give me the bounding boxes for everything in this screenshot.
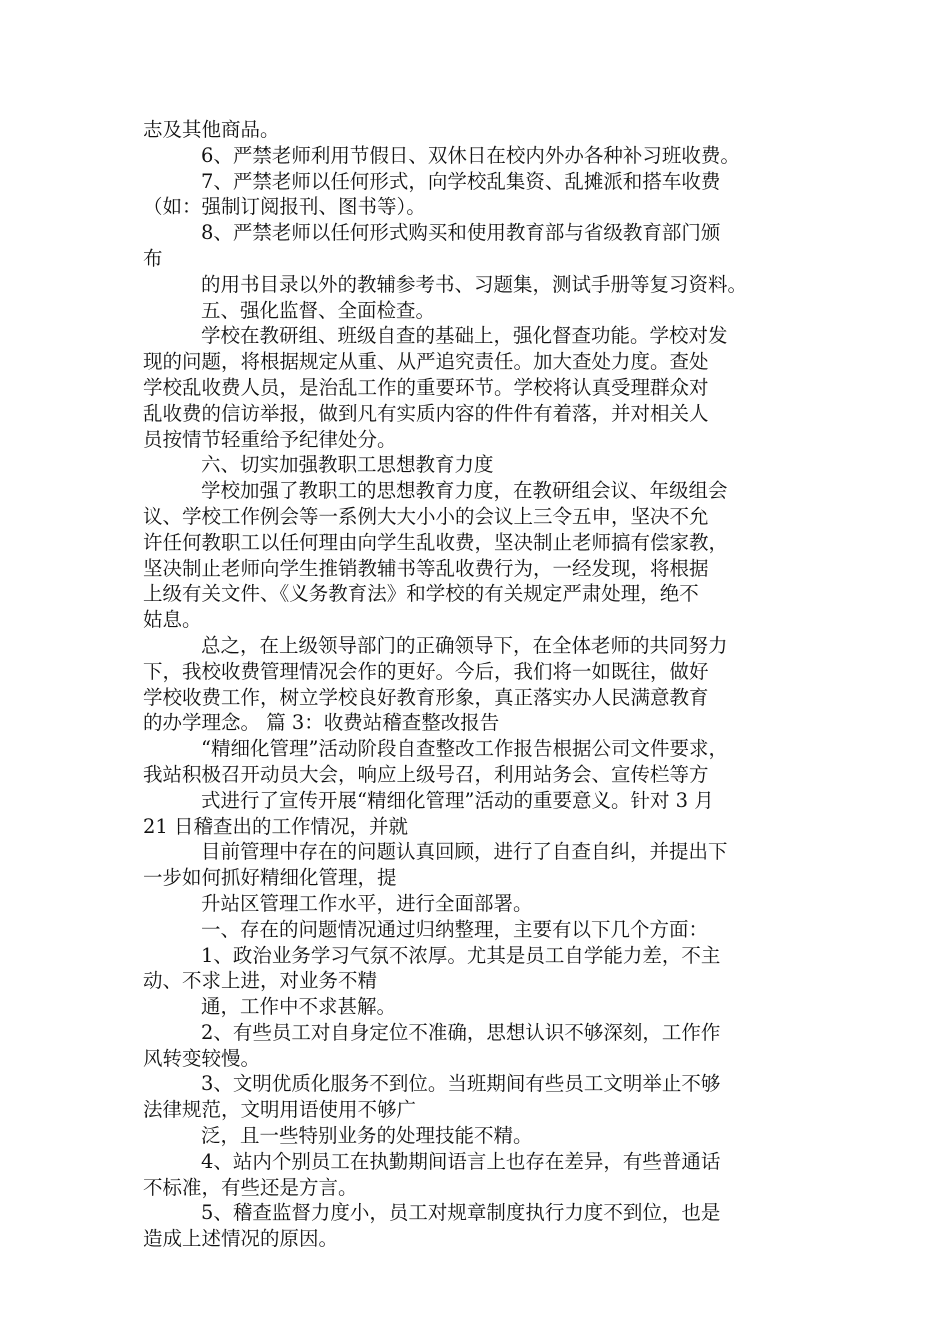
text-line: 坚决制止老师向学生推销教辅书等乱收费行为，一经发现，将根据 [143, 556, 709, 580]
text-line: 目前管理中存在的问题认真回顾，进行了自查自纠，并提出下 [201, 840, 728, 864]
text-line: 8、严禁老师以任何形式购买和使用教育部与省级教育部门颁 [201, 221, 721, 245]
text-line: “精细化管理”活动阶段自查整改工作报告根据公司文件要求， [201, 737, 728, 761]
text-line: 学校在教研组、班级自查的基础上，强化督查功能。学校对发 [201, 324, 728, 348]
text-line: 4、站内个别员工在执勤期间语言上也存在差异，有些普通话 [201, 1149, 721, 1173]
text-line: 六、切实加强教职工思想教育力度 [201, 453, 494, 477]
text-line: 学校加强了教职工的思想教育力度，在教研组会议、年级组会 [201, 479, 728, 503]
text-line: 我站积极召开动员大会，响应上级号召，利用站务会、宣传栏等方 [143, 762, 709, 786]
text-line: 7、严禁老师以任何形式，向学校乱集资、乱摊派和搭车收费 [201, 169, 721, 193]
text-line: 姑息。 [143, 608, 202, 632]
text-line: 员按情节轻重给予纪律处分。 [143, 427, 397, 451]
text-line: 5、稽查监督力度小，员工对规章制度执行力度不到位，也是 [201, 1201, 721, 1225]
text-line: 上级有关文件、《义务教育法》和学校的有关规定严肃处理，绝不 [143, 582, 699, 606]
text-line: 通，工作中不求甚解。 [201, 995, 397, 1019]
text-line: 学校乱收费人员，是治乱工作的重要环节。学校将认真受理群众对 [143, 375, 709, 399]
text-line: 五、强化监督、全面检查。 [201, 298, 436, 322]
text-line: 乱收费的信访举报，做到凡有实质内容的件件有着落，并对相关人 [143, 401, 709, 425]
text-line: 泛，且一些特别业务的处理技能不精。 [201, 1124, 533, 1148]
text-line: 2、有些员工对自身定位不准确，思想认识不够深刻，工作作 [201, 1020, 721, 1044]
text-line: 学校收费工作，树立学校良好教育形象，真正落实办人民满意教育 [143, 685, 709, 709]
text-line: 总之，在上级领导部门的正确领导下，在全体老师的共同努力 [201, 633, 728, 657]
text-line: 6、严禁老师利用节假日、双休日在校内外办各种补习班收费。 [201, 143, 740, 167]
text-line: 3、文明优质化服务不到位。当班期间有些员工文明举止不够 [201, 1072, 721, 1096]
text-line: 不标准，有些还是方言。 [143, 1175, 358, 1199]
text-line: 的用书目录以外的教辅参考书、习题集，测试手册等复习资料。 [201, 272, 748, 296]
text-line: 布 [143, 246, 163, 270]
text-line: 式进行了宣传开展“精细化管理”活动的重要意义。针对 3 月 [201, 788, 714, 812]
text-line: 升站区管理工作水平，进行全面部署。 [201, 891, 533, 915]
text-line: 志及其他商品。 [143, 118, 280, 141]
text-line: 的办学理念。 篇 3：收费站稽查整改报告 [143, 711, 500, 735]
text-line: 法律规范，文明用语使用不够广 [143, 1098, 417, 1122]
text-line: 现的问题，将根据规定从重、从严追究责任。加大查处力度。查处 [143, 350, 709, 374]
text-line: 动、不求上进，对业务不精 [143, 969, 378, 993]
text-line: 议、学校工作例会等一系例大大小小的会议上三令五申，坚决不允 [143, 504, 709, 528]
text-line: 1、政治业务学习气氛不浓厚。尤其是员工自学能力差，不主 [201, 943, 721, 967]
text-line: 下，我校收费管理情况会作的更好。今后，我们将一如既往，做好 [143, 659, 709, 683]
text-line: （如：强制订阅报刊、图书等）。 [143, 195, 426, 219]
text-line: 21 日稽查出的工作情况，并就 [143, 814, 409, 838]
text-line: 风转变较慢。 [143, 1046, 261, 1070]
text-line: 许任何教职工以任何理由向学生乱收费，坚决制止老师搞有偿家教， [143, 530, 729, 554]
text-line: 造成上述情况的原因。 [143, 1227, 339, 1251]
text-line: 一步如何抓好精细化管理，提 [143, 866, 397, 890]
text-line: 一、存在的问题情况通过归纳整理，主要有以下几个方面： [201, 917, 709, 941]
